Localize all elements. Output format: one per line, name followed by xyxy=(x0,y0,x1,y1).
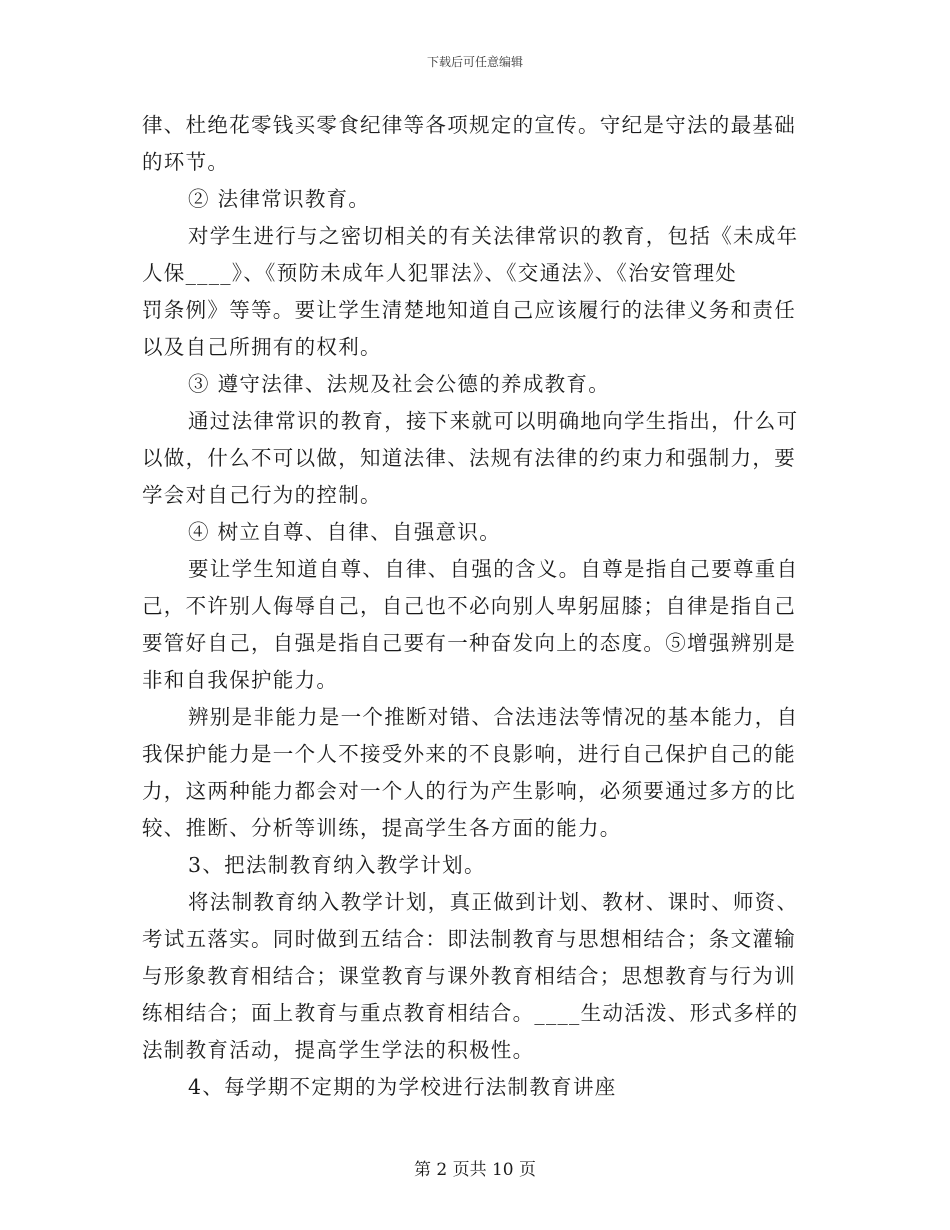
text-line: 学会对自己行为的控制。 xyxy=(142,483,382,507)
text-line: 己，不许别人侮辱自己，自己也不必向别人卑躬屈膝；自律是指自己 xyxy=(142,594,796,618)
text-line: 罚条例》等等。要让学生清楚地知道自己应该履行的法律义务和责任 xyxy=(142,298,796,322)
page-header: 下载后可任意编辑 xyxy=(426,55,523,69)
text-line: 练相结合；面上教育与重点教育相结合。____生动活泼、形式多样的 xyxy=(142,1001,799,1025)
section-heading: 4、每学期不定期的为学校进行法制教育讲座 xyxy=(188,1075,617,1099)
page-footer: 第 2 页共 10 页 xyxy=(413,1160,537,1180)
text-line: 要让学生知道自尊、自律、自强的含义。自尊是指自己要尊重自 xyxy=(188,557,799,581)
text-line: 对学生进行与之密切相关的有关法律常识的教育，包括《未成年 xyxy=(188,224,799,248)
text-line: 我保护能力是一个人不接受外来的不良影响，进行自己保护自己的能 xyxy=(142,742,796,766)
document-body xyxy=(142,107,810,1106)
text-line: 考试五落实。同时做到五结合：即法制教育与思想相结合；条文灌输 xyxy=(142,927,796,951)
text-line: 较、推断、分析等训练，提高学生各方面的能力。 xyxy=(142,816,622,840)
text-line: 法制教育活动，提高学生学法的积极性。 xyxy=(142,1038,535,1062)
text-line: 辨别是非能力是一个推断对错、合法违法等情况的基本能力，自 xyxy=(188,705,799,729)
text-line: 与形象教育相结合；课堂教育与课外教育相结合；思想教育与行为训 xyxy=(142,964,796,988)
section-heading: ② 法律常识教育。 xyxy=(188,187,371,211)
text-line: 律、杜绝花零钱买零食纪律等各项规定的宣传。守纪是守法的最基础 xyxy=(142,113,796,137)
text-line: 的环节。 xyxy=(142,150,230,174)
text-line: 非和自我保护能力。 xyxy=(142,668,339,692)
text-line: 将法制教育纳入教学计划，真正做到计划、教材、课时、师资、 xyxy=(188,890,799,914)
text-line: 要管好自己，自强是指自己要有一种奋发向上的态度。⑤增强辨别是 xyxy=(142,631,796,655)
section-heading: ④ 树立自尊、自律、自强意识。 xyxy=(188,520,502,544)
text-line: 人保____》、《预防未成年人犯罪法》、《交通法》、《治安管理处 xyxy=(142,261,738,285)
text-line: 以做，什么不可以做，知道法律、法规有法律的约束力和强制力，要 xyxy=(142,446,796,470)
text-line: 通过法律常识的教育，接下来就可以明确地向学生指出，什么可 xyxy=(188,409,799,433)
text-line: 以及自己所拥有的权利。 xyxy=(142,335,382,359)
text-line: 力，这两种能力都会对一个人的行为产生影响，必须要通过多方的比 xyxy=(142,779,796,803)
section-heading: ③ 遵守法律、法规及社会公德的养成教育。 xyxy=(188,372,611,396)
section-heading: 3、把法制教育纳入教学计划。 xyxy=(188,853,486,877)
